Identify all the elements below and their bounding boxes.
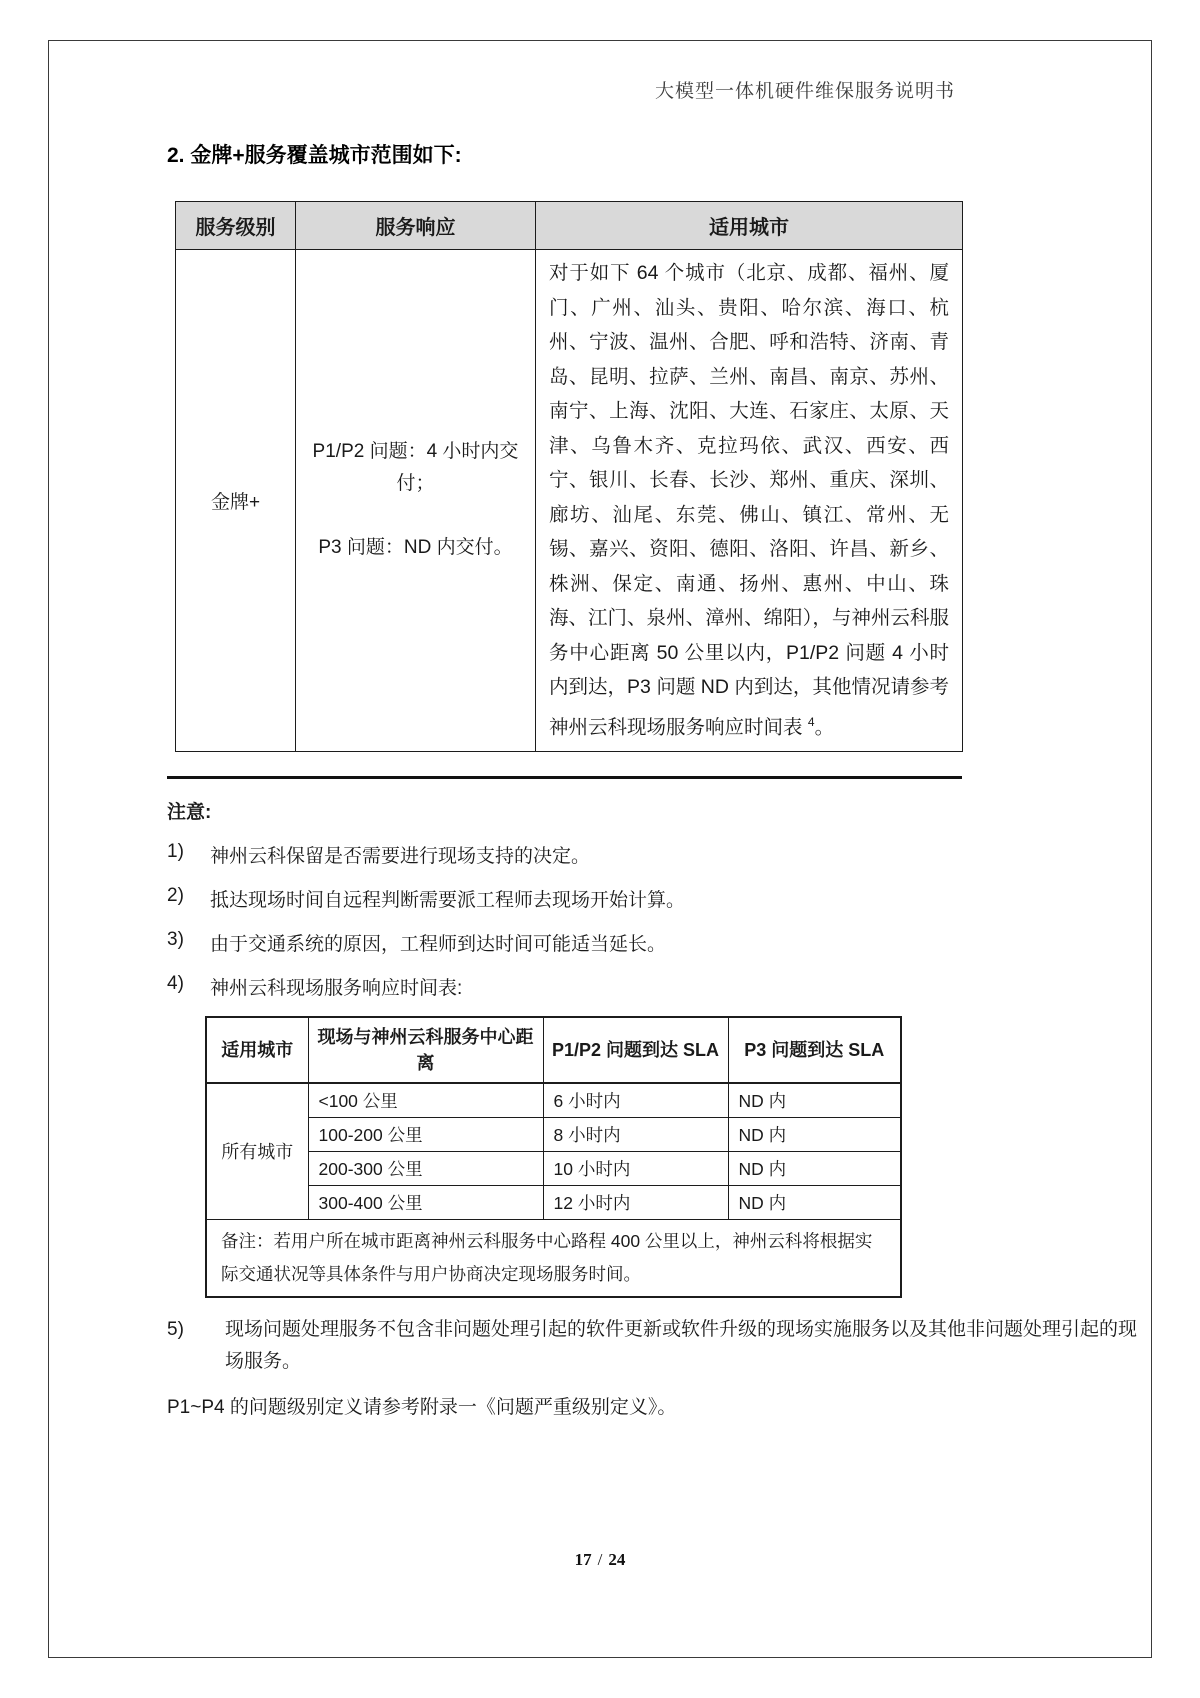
header-distance: 现场与神州云科服务中心距离 [308,1017,543,1083]
distance-cell: <100 公里 [308,1083,543,1118]
notes-label: 注意: [167,801,212,823]
cities-text-end: 。 [814,716,835,738]
distance-cell: 100-200 公里 [308,1117,543,1151]
remark-cell: 备注：若用户所在城市距离神州云科服务中心路程 400 公里以上，神州云科将根据实际交通状况等具体条件与用户协商决定现场服务时间。 [206,1219,901,1297]
header-service-level: 服务级别 [176,202,296,250]
p3-sla-cell: ND 内 [728,1151,901,1185]
note-item-2 [167,885,1152,912]
note-number: 1) [167,840,184,862]
page-content [48,40,1152,1658]
note-item-3 [167,929,1152,956]
header-p12-sla: P1/P2 问题到达 SLA [543,1017,728,1083]
header-applicable-cities: 适用城市 [536,202,963,250]
note-text: 神州云科保留是否需要进行现场支持的决定。 [210,845,591,867]
p1-p4-definition-note: P1~P4 的问题级别定义请参考附录一《问题严重级别定义》。 [167,1396,677,1418]
document-header-title: 大模型一体机硬件维保服务说明书 [654,81,955,102]
header-city: 适用城市 [206,1017,308,1083]
header-service-response: 服务响应 [296,202,536,250]
table-header-row [206,1017,901,1083]
p12-sla-cell: 6 小时内 [543,1083,728,1118]
cities-text: 对于如下 64 个城市（北京、成都、福州、厦门、广州、汕头、贵阳、哈尔滨、海口、杭州、宁波、温州、合肥、呼和浩特、济南、青岛、昆明、拉萨、兰州、南昌、南京、苏州、南宁、上海、沈阳、大连、石家庄、太原、天津、乌鲁木齐、克拉玛依、武汉、西安、西宁、银川、长春、长沙、郑州、重庆、深圳、廊坊、汕尾、东莞、佛山、镇江、常州、无锡、嘉兴、资阳、德阳、洛阳、许昌、新乡、株洲、保定、南通、扬州、惠州、中山、珠海、江门、泉州、漳州、绵阳），与神州云科服务中心距离 50 公里以内，P1/P2 问题 4 小时内到达，P3 问题 ND 内到达，其他情况请参考神州云科现场服务响应时间表 [549,262,949,738]
note-text: 神州云科现场服务响应时间表: [210,977,463,999]
note-number: 3) [167,928,184,950]
section-heading: 2. 金牌+服务覆盖城市范围如下: [167,144,462,167]
service-response-cell [296,250,536,752]
table-row [176,250,963,752]
table-row [206,1151,901,1185]
response-p1p2: P1/P2 问题：4 小时内交付； [312,441,519,495]
p12-sla-cell: 12 小时内 [543,1185,728,1219]
response-p3: P3 问题：ND 内交付。 [318,537,513,559]
table-header-row [176,202,963,250]
table-row [206,1083,901,1118]
applicable-cities-cell [536,250,963,752]
footnote-ref-4: 4 [807,714,815,729]
table-row [206,1185,901,1219]
note-item-5 [167,1314,1152,1378]
service-level-cell: 金牌+ [176,250,296,752]
p12-sla-cell: 8 小时内 [543,1117,728,1151]
note-text: 由于交通系统的原因，工程师到达时间可能适当延长。 [210,933,667,955]
distance-cell: 200-300 公里 [308,1151,543,1185]
p12-sla-cell: 10 小时内 [543,1151,728,1185]
table-row [206,1117,901,1151]
note-text: 抵达现场时间自远程判断需要派工程师去现场开始计算。 [210,889,686,911]
all-cities-cell: 所有城市 [206,1083,308,1220]
page-number [48,1550,1152,1570]
p3-sla-cell: ND 内 [728,1083,901,1118]
header-p3-sla: P3 问题到达 SLA [728,1017,901,1083]
gold-plus-service-table [175,201,963,752]
note-number: 5) [167,1318,184,1340]
onsite-response-time-table [205,1016,902,1298]
distance-cell: 300-400 公里 [308,1185,543,1219]
note-number: 4) [167,972,184,994]
p3-sla-cell: ND 内 [728,1185,901,1219]
note-number: 2) [167,884,184,906]
p3-sla-cell: ND 内 [728,1117,901,1151]
note-text: 现场问题处理服务不包含非问题处理引起的软件更新或软件升级的现场实施服务以及其他非问题处理引起的现场服务。 [225,1318,1138,1372]
table-remark-row [206,1219,901,1297]
page-total: 24 [608,1550,626,1569]
note-item-1 [167,841,1152,868]
page-current: 17 [574,1550,592,1569]
section-divider [167,776,962,779]
page-separator: / [597,1550,603,1569]
note-item-4 [167,973,1152,1000]
